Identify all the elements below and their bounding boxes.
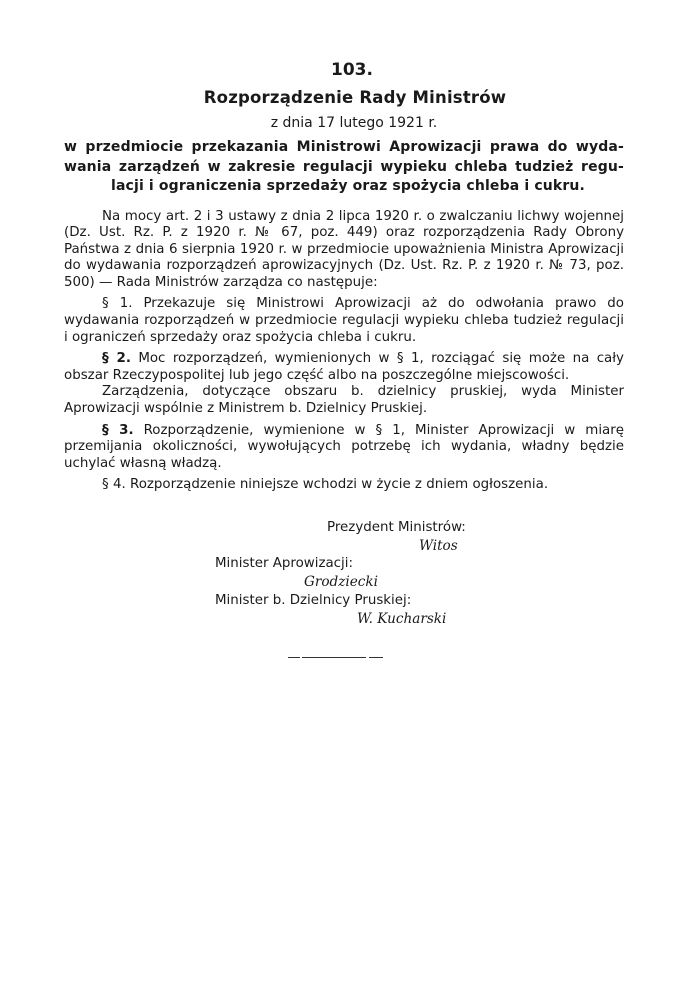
document-title: Rozporządzenie Rady Ministrów: [203, 88, 507, 107]
subject-line-3: lacji i ograniczenia sprzedaży oraz spożycia chleba i cukru.: [111, 178, 585, 194]
divider-left-dash: [288, 657, 300, 658]
document-subject: [64, 138, 624, 197]
signature-name-supply-minister: Grodziecki: [304, 574, 378, 590]
subject-line-2: wania zarządzeń w zakresie regulacji wypieku chleba tudzież regu-: [64, 158, 624, 175]
section-4-mark: § 4.: [102, 477, 126, 493]
section-3: [64, 423, 624, 473]
subject-line-1: w przedmiocie przekazania Ministrowi Aprowizacji prawa do wyda-: [64, 139, 624, 155]
document-page: [64, 58, 624, 494]
section-2-paragraph-2-text: Zarządzenia, dotyczące obszaru b. dzielnicy pruskiej, wyda Minister Aprowizacji wspólnie z Ministrem b. Dzielnicy Pruskiej.: [64, 384, 624, 417]
signature-title-prussian-minister: Minister b. Dzielnicy Pruskiej:: [215, 593, 412, 608]
signature-title-prime-minister: Prezydent Ministrów:: [327, 520, 466, 535]
section-2: [64, 351, 624, 384]
divider-rule: [302, 657, 366, 658]
signature-title-supply-minister: Minister Aprowizacji:: [215, 556, 353, 571]
section-4-text: Rozporządzenie niniejsze wchodzi w życie z dniem ogłoszenia.: [130, 477, 549, 493]
section-4: [64, 477, 624, 494]
document-number: 103.: [331, 60, 373, 80]
section-2-mark: § 2.: [102, 351, 131, 367]
signature-name-prime-minister: Witos: [419, 538, 458, 554]
section-1-mark: § 1.: [102, 296, 133, 312]
preamble: Na mocy art. 2 i 3 ustawy z dnia 2 lipca 1920 r. o zwalczaniu lichwy wojennej (Dz. Ust. Rz. P. z 1920 r. № 67, poz. 449) oraz rozporządzenia Rady Obrony Państwa z dnia 6 sierpnia 1920 r. w przedmiocie upoważnienia Ministra Aprowizacji do wydawania rozporządzeń aprowizacyjnych (Dz. Ust. Rz. P. z 1920 r. № 73, poz. 500) — Rada Ministrów zarządza co następuje:: [64, 208, 624, 290]
section-3-text: Rozporządzenie, wymienione w § 1, Minister Aprowizacji w miarę przemijania okoliczności, wywołujących potrzebę ich wydania, władny będzie uchylać własną władzą.: [64, 422, 625, 471]
divider-right-dash: [369, 657, 383, 658]
section-2-paragraph-2: [64, 384, 624, 417]
section-2-text: Moc rozporządzeń, wymienionych w § 1, rozciągać się może na cały obszar Rzeczypospolitej lub jego część albo na poszczególne miejscowości.: [64, 351, 624, 383]
document-date: z dnia 17 lutego 1921 r.: [270, 115, 438, 131]
section-1: [64, 296, 624, 346]
section-1-text: Przekazuje się Ministrowi Aprowizacji aż do odwołania prawo do wydawania rozporządzeń w przedmiocie regulacji wypieku chleba tudzież regulacji i ograniczeń sprzedaży oraz spożycia chleba i cukru.: [64, 296, 624, 345]
document-body: [64, 209, 624, 495]
section-3-mark: § 3.: [102, 422, 134, 438]
signature-name-prussian-minister: W. Kucharski: [357, 611, 447, 627]
